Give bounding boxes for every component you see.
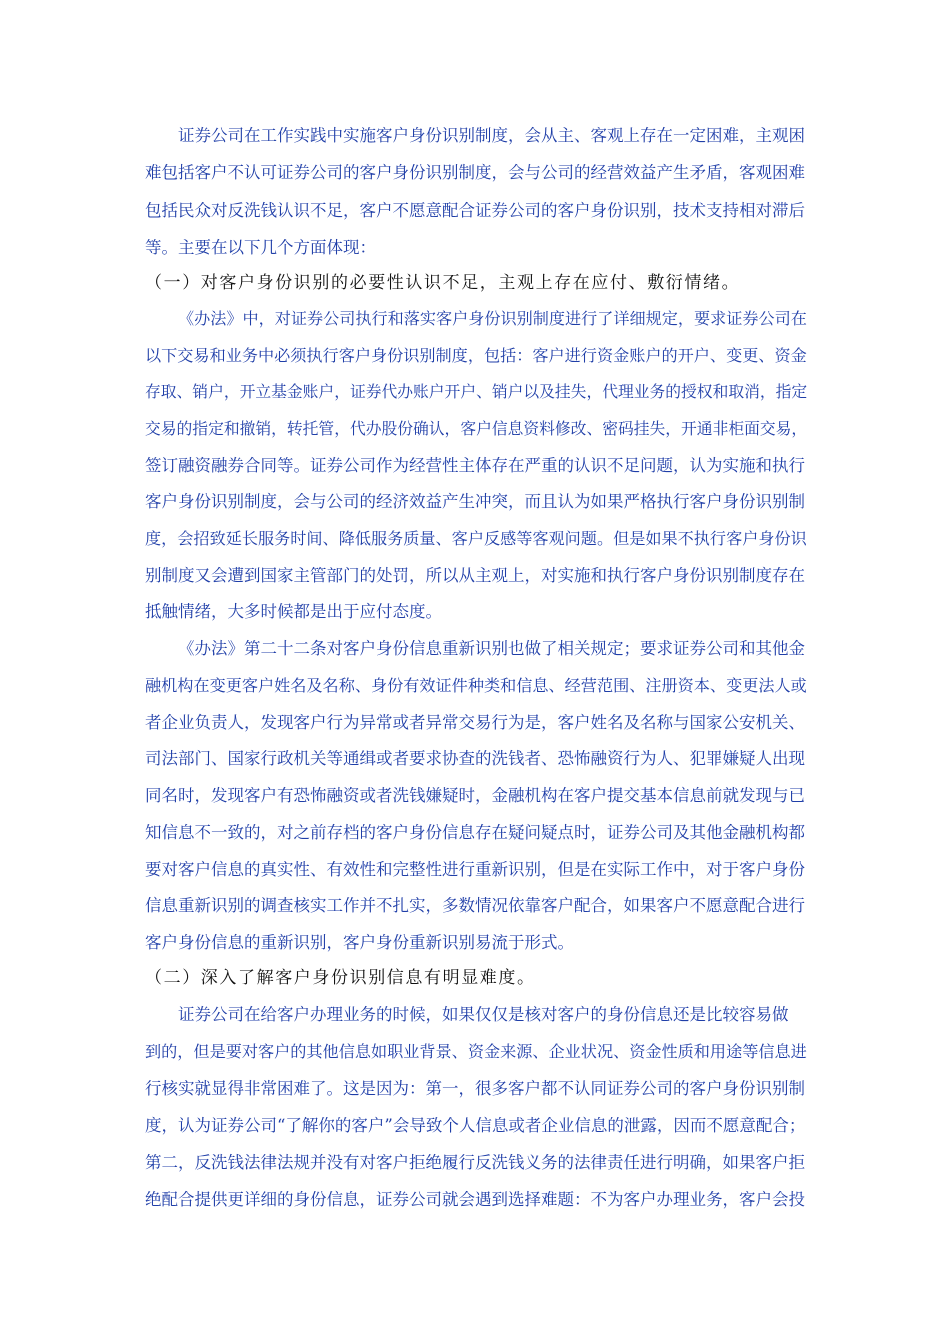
section-heading: （二）深入了解客户身份识别信息有明显难度。 [145, 968, 536, 988]
text-line: 者企业负责人，发现客户行为异常或者异常交易行为是，客户姓名及名称与国家公安机关、 [145, 713, 805, 732]
text-line: 交易的指定和撤销，转托管，代办股份确认，客户信息资料修改、密码挂失，开通非柜面交易， [145, 419, 808, 438]
text-line: 度，认为证券公司“了解你的客户”会导致个人信息或者企业信息的泄露，因而不愿意配合； [145, 1116, 806, 1135]
text-line: 签订融资融券合同等。证券公司作为经营性主体存在严重的认识不足问题，认为实施和执行 [145, 456, 805, 475]
text-line: 等。主要在以下几个方面体现： [145, 238, 376, 257]
text-line: 证券公司在工作实践中实施客户身份识别制度，会从主、客观上存在一定困难，主观困 [178, 126, 805, 145]
text-line: 知信息不一致的，对之前存档的客户身份信息存在疑问疑点时，证券公司及其他金融机构都 [145, 823, 805, 842]
text-line: 存取、销户，开立基金账户，证券代办账户开户、销户以及挂失，代理业务的授权和取消，指定 [145, 382, 808, 401]
text-line: 《办法》第二十二条对客户身份信息重新识别也做了相关规定；要求证券公司和其他金 [178, 639, 805, 658]
text-line: 难包括客户不认可证券公司的客户身份识别制度，会与公司的经营效益产生矛盾，客观困难 [145, 163, 805, 182]
text-line: 要对客户信息的真实性、有效性和完整性进行重新识别，但是在实际工作中，对于客户身份 [145, 860, 805, 879]
text-line: 客户身份信息的重新识别，客户身份重新识别易流于形式。 [145, 933, 574, 952]
section-heading: （一）对客户身份识别的必要性认识不足，主观上存在应付、敷衍情绪。 [145, 273, 741, 293]
text-line: 信息重新识别的调查核实工作并不扎实，多数情况依靠客户配合，如果客户不愿意配合进行 [145, 896, 805, 915]
text-line: 以下交易和业务中必须执行客户身份识别制度，包括：客户进行资金账户的开户、变更、资金 [145, 346, 807, 365]
text-line: 抵触情绪，大多时候都是出于应付态度。 [145, 602, 442, 621]
text-line: 证券公司在给客户办理业务的时候，如果仅仅是核对客户的身份信息还是比较容易做 [178, 1005, 789, 1024]
text-line: 行核实就显得非常困难了。这是因为：第一，很多客户都不认同证券公司的客户身份识别制 [145, 1079, 805, 1098]
text-line: 度，会招致延长服务时间、降低服务质量、客户反感等客观问题。但是如果不执行客户身份识 [145, 529, 807, 548]
text-line: 融机构在变更客户姓名及名称、身份有效证件种类和信息、经营范围、注册资本、变更法人或 [145, 676, 807, 695]
text-line: 到的，但是要对客户的其他信息如职业背景、资金来源、企业状况、资金性质和用途等信息进 [145, 1042, 807, 1061]
text-line: 《办法》中，对证券公司执行和落实客户身份识别制度进行了详细规定，要求证券公司在 [178, 309, 807, 328]
text-line: 第二，反洗钱法律法规并没有对客户拒绝履行反洗钱义务的法律责任进行明确，如果客户拒 [145, 1153, 805, 1172]
text-line: 同名时，发现客户有恐怖融资或者洗钱嫌疑时，金融机构在客户提交基本信息前就发现与已 [145, 786, 805, 805]
text-line: 客户身份识别制度，会与公司的经济效益产生冲突，而且认为如果严格执行客户身份识别制 [145, 492, 805, 511]
text-line: 司法部门、国家行政机关等通缉或者要求协查的洗钱者、恐怖融资行为人、犯罪嫌疑人出现 [145, 749, 805, 768]
text-line: 包括民众对反洗钱认识不足，客户不愿意配合证券公司的客户身份识别，技术支持相对滞后 [145, 201, 805, 220]
text-line: 绝配合提供更详细的身份信息，证券公司就会遇到选择难题：不为客户办理业务，客户会投 [145, 1190, 805, 1209]
text-line: 别制度又会遭到国家主管部门的处罚，所以从主观上，对实施和执行客户身份识别制度存在 [145, 566, 805, 585]
